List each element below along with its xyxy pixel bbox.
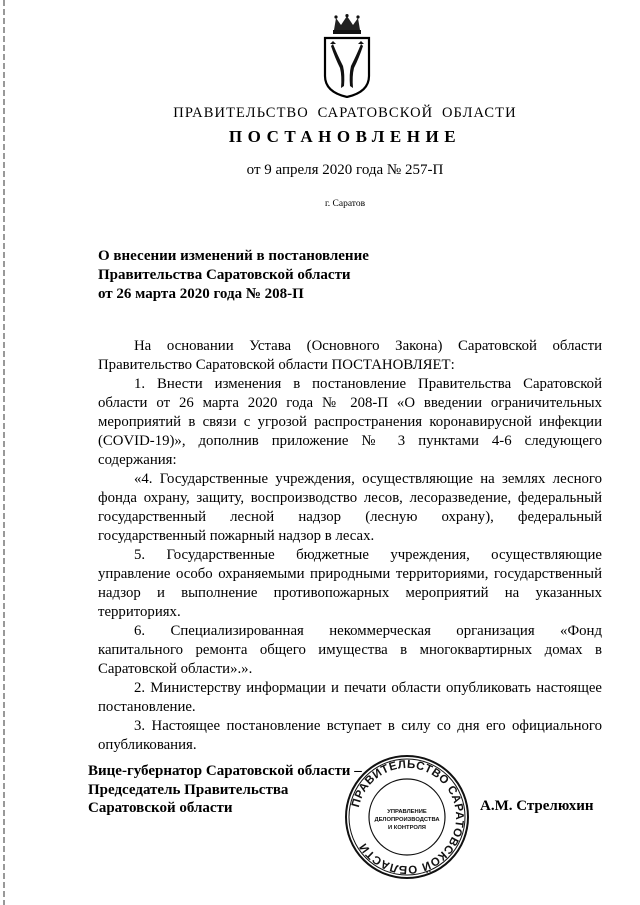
signatory-line: Саратовской области [88, 800, 233, 816]
document-type: ПОСТАНОВЛЕНИЕ [228, 127, 462, 146]
subject-line: О внесении изменений в постановление [98, 248, 369, 264]
saratov-coat-of-arms-icon [322, 14, 372, 98]
body-paragraph: 3. Настоящее постановление вступает в силу со дня его официального опубликования. [98, 718, 602, 753]
signatory-name: А.М. Стрелюхин [480, 798, 594, 814]
subject-line: Правительства Саратовской области [98, 267, 351, 283]
document-city: г. Саратов [324, 199, 366, 209]
body-paragraph: 6. Специализированная некоммерческая организация «Фонд капитального ремонта общего имущества в многоквартирных домах в Саратовской области».». [98, 623, 602, 677]
stamp-inner-line: УПРАВЛЕНИЕ [387, 809, 427, 815]
body-paragraph: На основании Устава (Основного Закона) Саратовской области Правительство Саратовской области ПОСТАНОВЛЯЕТ: [98, 338, 602, 373]
signatory-line: Вице-губернатор Саратовской области – [88, 763, 362, 779]
document-date-number: от 9 апреля 2020 года № 257-П [246, 162, 444, 178]
body-paragraph: «4. Государственные учреждения, осуществляющие на землях лесного фонда охрану, защиту, воспроизводство лесов, лесоразведение, федеральный государственный лесной надзор (лесную охрану), федеральный государственный пожарный надзор в лесах. [98, 471, 602, 544]
government-title: ПРАВИТЕЛЬСТВО САРАТОВСКОЙ ОБЛАСТИ [173, 105, 517, 121]
document-body [98, 337, 602, 755]
stamp-inner-line: И КОНТРОЛЯ [388, 825, 426, 831]
stamp-inner-line: ДЕЛОПРОИЗВОДСТВА [374, 817, 440, 823]
body-paragraph: 2. Министерству информации и печати области опубликовать настоящее постановление. [98, 680, 602, 715]
signatory-line: Председатель Правительства [88, 781, 289, 798]
stamp-outer-text: ПРАВИТЕЛЬСТВО САРАТОВСКОЙ ОБЛАСТИ [350, 758, 466, 876]
body-paragraph: 1. Внести изменения в постановление Правительства Саратовской области от 26 марта 2020 года № 208-П «О введении ограничительных мероприятий в связи с угрозой распространения коронавирусной инфекции (COVID-19)», дополнив приложение № 3 пунктами 4-6 следующего содержания: [98, 376, 602, 468]
document-subject [98, 247, 438, 304]
subject-line: от 26 марта 2020 года № 208-П [98, 286, 304, 302]
body-paragraph: 5. Государственные бюджетные учреждения, осуществляющие управление особо охраняемыми природными территориями, государственный надзор и выполнение противопожарных мероприятий на указанных территориях. [98, 547, 602, 620]
official-stamp [343, 753, 471, 881]
signatory-title [88, 762, 362, 818]
